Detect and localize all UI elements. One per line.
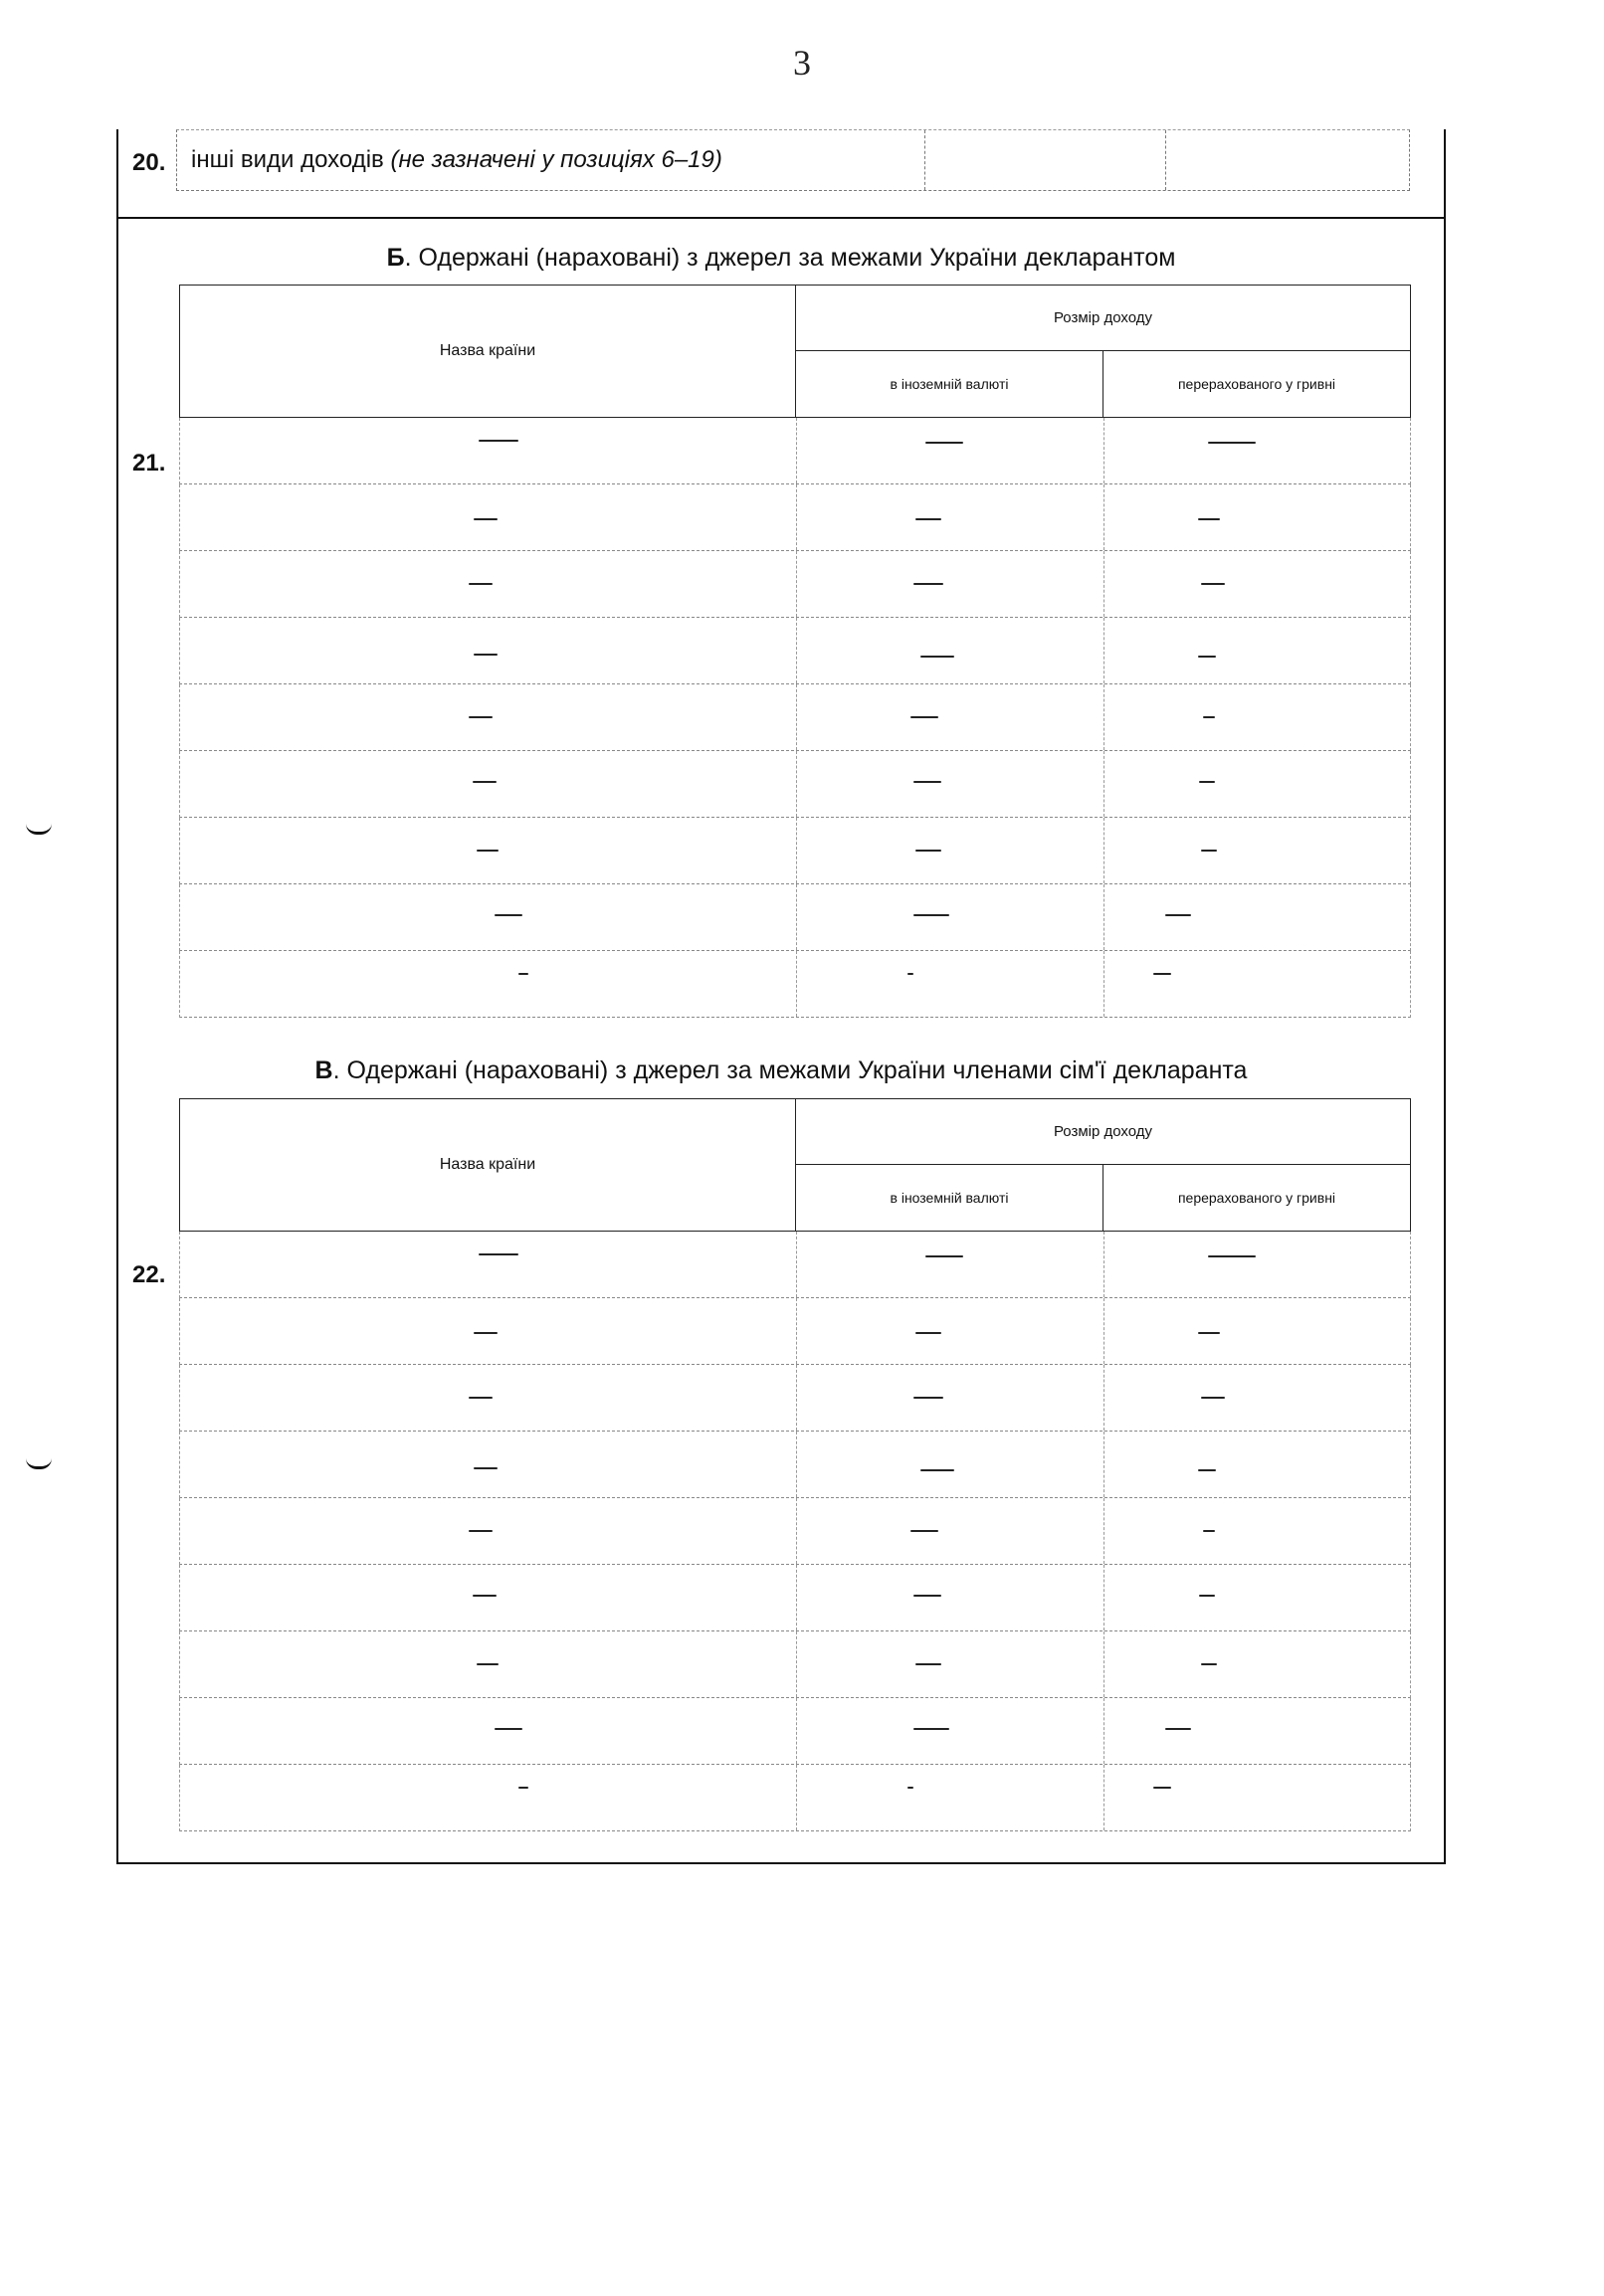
row-21-number: 21. [132, 450, 166, 477]
header-income-size: Розмір доходу [796, 286, 1410, 351]
column-divider [1103, 1631, 1104, 1697]
section-v-letter: В [314, 1056, 333, 1084]
cell-dash [474, 518, 498, 520]
header-uah: перерахованого у гривні [1177, 376, 1336, 392]
column-divider [1103, 1232, 1104, 1297]
row-20-note: (не зазначені у позиціях 6–19) [390, 146, 722, 173]
section-b-heading: . Одержані (нараховані) з джерел за межами України декларантом [404, 244, 1176, 272]
column-divider [796, 418, 797, 483]
cell-dash [915, 518, 941, 520]
cell-dash [913, 583, 943, 585]
cell-dash [913, 1595, 941, 1597]
table-row [179, 1232, 1411, 1298]
table-row [179, 618, 1411, 684]
column-divider [796, 1765, 797, 1830]
cell-dash [469, 583, 493, 585]
cell-dash [910, 1530, 938, 1532]
cell-dash [920, 656, 954, 658]
section-b-rows [179, 418, 1411, 1018]
cell-dash [495, 914, 522, 916]
column-divider [1103, 1298, 1104, 1364]
cell-dash [925, 1255, 963, 1257]
cell-dash [473, 1595, 497, 1597]
table-row [179, 1298, 1411, 1365]
column-divider [1103, 751, 1104, 817]
header-income-size: Розмір доходу [796, 1099, 1410, 1165]
row-20-number: 20. [132, 149, 166, 176]
cell-dash [915, 850, 941, 852]
cell-dash [915, 1663, 941, 1665]
cell-dash [1203, 716, 1215, 718]
column-divider [1103, 1365, 1104, 1431]
cell-dash [1199, 1595, 1215, 1597]
table-row [179, 1698, 1411, 1765]
cell-dash [1203, 1530, 1215, 1532]
column-divider [1103, 1765, 1104, 1830]
cell-dash [474, 1467, 498, 1469]
column-divider [1103, 951, 1104, 1017]
cell-dash [1198, 518, 1220, 520]
row-20-value-1[interactable] [925, 130, 1166, 190]
section-v-title [116, 1056, 1446, 1085]
table-row [179, 884, 1411, 951]
header-country: Назва країни [180, 286, 796, 417]
row-20 [116, 129, 1446, 219]
column-divider [796, 1232, 797, 1297]
table-row [179, 751, 1411, 818]
header-country: Назва країни [180, 1099, 796, 1231]
cell-dash [1165, 914, 1191, 916]
section-b-letter: Б [386, 244, 405, 272]
cell-dash [1198, 1469, 1216, 1471]
cell-dash [477, 1663, 499, 1665]
cell-dash [1201, 1397, 1225, 1399]
cell-dash [910, 716, 938, 718]
cell-dash [518, 1787, 528, 1789]
section-v-table [179, 1098, 1411, 1831]
table-row [179, 551, 1411, 618]
section-v-header [179, 1098, 1411, 1232]
column-divider [796, 484, 797, 550]
cell-dash [907, 973, 913, 975]
column-divider [796, 884, 797, 950]
cell-dash [913, 1728, 949, 1730]
cell-dash [469, 716, 493, 718]
table-row [179, 418, 1411, 484]
column-divider [1103, 818, 1104, 883]
cell-dash [1165, 1728, 1191, 1730]
table-row [179, 1565, 1411, 1631]
cell-dash [479, 1253, 518, 1255]
column-divider [796, 1365, 797, 1431]
column-divider [796, 684, 797, 750]
table-row [179, 484, 1411, 551]
cell-dash [913, 781, 941, 783]
row-20-label [177, 130, 925, 190]
cell-dash [1208, 442, 1256, 444]
cell-dash [1199, 781, 1215, 783]
row-20-value-2[interactable] [1166, 130, 1409, 190]
column-divider [796, 1298, 797, 1364]
column-divider [796, 751, 797, 817]
column-divider [1103, 618, 1104, 683]
column-divider [1103, 418, 1104, 483]
cell-dash [1153, 1787, 1171, 1789]
row-20-cells [176, 129, 1410, 191]
header-foreign-currency: в іноземній валюті [796, 351, 1103, 417]
cell-dash [474, 654, 498, 656]
cell-dash [1201, 583, 1225, 585]
cell-dash [469, 1530, 493, 1532]
section-b-title [116, 244, 1446, 273]
column-divider [1103, 1565, 1104, 1630]
cell-dash [1153, 973, 1171, 975]
table-row [179, 1432, 1411, 1498]
table-row [179, 1365, 1411, 1432]
table-row [179, 951, 1411, 1018]
column-divider [796, 1432, 797, 1497]
cell-dash [920, 1469, 954, 1471]
column-divider [1103, 484, 1104, 550]
table-row [179, 684, 1411, 751]
column-divider [1103, 1432, 1104, 1497]
row-22-number: 22. [132, 1261, 166, 1288]
cell-dash [1201, 1663, 1217, 1665]
cell-dash [1201, 850, 1217, 852]
section-b-table [179, 285, 1411, 1018]
column-divider [1103, 684, 1104, 750]
column-divider [1103, 551, 1104, 617]
cell-dash [907, 1787, 913, 1789]
header-foreign-currency: в іноземній валюті [796, 1165, 1103, 1231]
column-divider [796, 1698, 797, 1764]
cell-dash [925, 442, 963, 444]
cell-dash [495, 1728, 522, 1730]
cell-dash [1198, 1332, 1220, 1334]
cell-dash [913, 1397, 943, 1399]
column-divider [1103, 884, 1104, 950]
column-divider [1103, 1498, 1104, 1564]
row-20-text: інші види доходів [191, 146, 391, 173]
cell-dash [1208, 1255, 1256, 1257]
cell-dash [1198, 656, 1216, 658]
table-row [179, 1498, 1411, 1565]
table-row [179, 1631, 1411, 1698]
cell-dash [915, 1332, 941, 1334]
column-divider [796, 818, 797, 883]
cell-dash [477, 850, 499, 852]
cell-dash [474, 1332, 498, 1334]
scan-mark [26, 824, 52, 835]
cell-dash [473, 781, 497, 783]
column-divider [796, 1631, 797, 1697]
cell-dash [518, 973, 528, 975]
column-divider [796, 951, 797, 1017]
cell-dash [469, 1397, 493, 1399]
page-number: 3 [793, 43, 811, 83]
section-v-heading: . Одержані (нараховані) з джерел за межами України членами сім'ї декларанта [332, 1056, 1248, 1084]
section-v-rows [179, 1232, 1411, 1831]
table-row [179, 1765, 1411, 1831]
column-divider [1103, 1698, 1104, 1764]
scan-mark [26, 1458, 52, 1469]
table-row [179, 818, 1411, 884]
column-divider [796, 551, 797, 617]
column-divider [796, 618, 797, 683]
column-divider [796, 1498, 797, 1564]
header-uah: перерахованого у гривні [1177, 1190, 1336, 1206]
section-b-header [179, 285, 1411, 418]
column-divider [796, 1565, 797, 1630]
cell-dash [913, 914, 949, 916]
cell-dash [479, 440, 518, 442]
